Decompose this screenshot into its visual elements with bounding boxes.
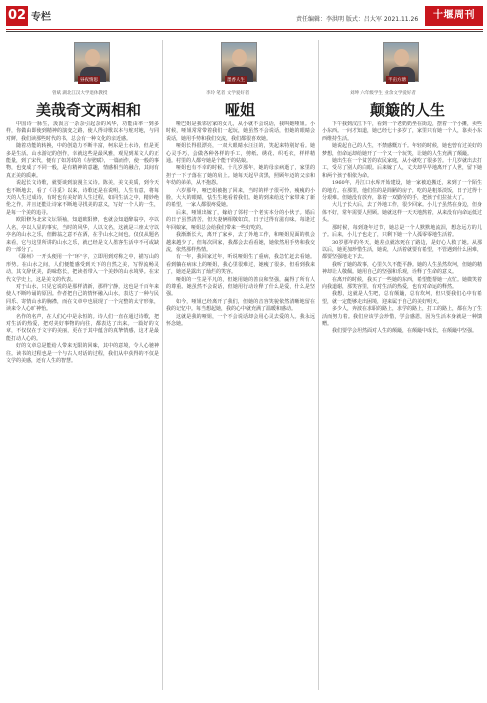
paragraph: 如今，哑姐已经离开了我们，但她的音容笑貌依然清晰地留在我的记忆中。每当想起她，我的心中就充满了温暖和感动。 <box>166 298 315 313</box>
article-body <box>322 121 482 699</box>
paragraph: 哑姐的一生是平凡的，但她用她的善良和坚强，赢得了所有人的尊重。她虽然不会说话，但她用行动诠释了什么是爱，什么是坚强。 <box>166 276 315 298</box>
paragraph: 对于山水，只见它说的是那样清新，那样宁静，这也是千百年来使人不断吟诵的原因。作者把自己的情怀融入山水，表达了一种与民同乐、寄情山水的胸襟，而在文章中也展现了一个完整的太守形象，读来令人心旷神怡。 <box>6 283 159 313</box>
paragraph: 《滁州》一开头便用一个“环”字，立即用到对称之中，描写山的形势。在山水之间，人们便能感受到天下的自然之美，写得流畅灵动，其文辞优美，韵味悠长，把读者带入一个美妙的山水境界。在宋代文学史上，这是美文的代表。 <box>6 254 159 283</box>
paragraph: 哑姐长得很漂亮，一双大眼睛水汪汪的，笑起来特别好看。她心灵手巧，会做各种各样的手工，剪纸、绣花、织毛衣，样样精通。村里的人都夸她是个能干的姑娘。 <box>166 143 315 165</box>
paragraph: 我渐渐长大，离开了家乡，去了外地工作，和哑姐见面的机会越来越少了。但每次回家，我都会去看看她，她依然用手势和我交流，依然那样热情。 <box>166 232 315 253</box>
header-divider <box>6 29 483 30</box>
paragraph: 哑姐也有不幸的时候。十几岁那年，她的母亲病逝了，家里的担子一下子落在了她的肩上。她每天起早贪黑，照顾年迈的父亲和年幼的弟弟，从不抱怨。 <box>166 165 315 187</box>
paragraph: 名作的名声，在人们心中是永恒的。诗人们一直在通过诗歌，把对生活的热爱，把对美好事物的向往，都表达了出来。一篇好的文章，不仅仅在于文字的美丽，更在于其中蕴含的真挚情感，这才是最能打动人心的。 <box>6 313 159 342</box>
paragraph: 中国诗一脉生，汲汲言一杂杂引起杂的风华，功能由率一到多样，你做由即使到精神的演变之路，使人得诗歌以本与舵对地，与同对鲜，我们读那些时代的书，总会有一种文化的亲近感。 <box>6 121 159 142</box>
editor-credits: 责任编辑：李洪明 版式：吕大军 2021.11.26 <box>296 16 419 23</box>
paragraph: 大儿子长大后，去了外地工作，很少回家。小儿子虽然在身边，但身体不好，常年需要人照顾。她就这样一天天地熬着，从来没有向命运低过头。 <box>322 202 482 224</box>
column-divider <box>318 40 319 690</box>
author-byline: 曾斌 湖北江汉大学退休教授 <box>52 91 108 96</box>
paragraph: 她说起自己的人生，不禁感慨万千。年轻的时候，她也曾有过美好的梦想，但命运却给她开了一个又一个玩笑，让她的人生充满了颠簸。 <box>322 143 482 157</box>
paragraph: 在离开的时候，我买了一些她的东西，希望能帮她一点忙。她微笑着向我道谢，那笑容里，有对生活的热爱，也有对命运的释然。 <box>322 276 482 290</box>
paragraph: 我听了她的故事，心里久久不能平静。她的人生虽然坎坷，但她的精神却让人敬佩。她用自己的坚强和乐观，诠释了生命的意义。 <box>322 261 482 276</box>
article-title: 颠簸的人生 <box>370 101 446 119</box>
paragraph: 说起长文诗歌，就要谈到浪漫主义诗。陈美，美文美质，到今天也不断地去，看了《寻觅》以来，诗歌还是在说明，人生有意，将每天的人生过成诗，有时也有美好的人生过程，如同生活之中，精妙绝伦之作，并且还能让诗家不断地寻找美的意义，写好一个人的一生，是每一个美的追寻。 <box>6 180 159 216</box>
photo-caption: 半亩方塘 <box>388 78 406 83</box>
paragraph: 欧阳修为北宋文坛领袖，知道欧阳修，也就会知道醉翁亭，亭以人名，亭以人显的事实，当时的风华，人以文名，这就是三座太守以亭名的山水之乐，但醉翁之意不在酒，在乎山水之间也。仅仅从题名来看，它与这里所讲的山水之乐，就已经是文人墨客生活中不可或缺的一部分了。 <box>6 217 159 253</box>
paragraph: 好的文章总是能给人带来无限的回味，其中的意境，令人心驰神往。读书的过程也是一个与古人对话的过程，我们从中获得的不仅是文学的美感，还有人生的智慧。 <box>6 343 159 364</box>
page-header <box>0 0 487 30</box>
paragraph: 这就是我的哑姐，一个不会说话却会用心灵去爱的人。我永远怀念她。 <box>166 313 315 327</box>
paragraph: 有一年，我回家过年，听说哑姐生了重病，我急忙赶去看她。看到躺在病床上的哑姐，我心里很难过，她瘦了很多，但看到我来了，她还是露出了灿烂的笑容。 <box>166 254 315 276</box>
paragraph: 她出生在一个贫苦的农民家庭，从小就吃了很多苦。十几岁就出去打工，受尽了别人的白眼。后来嫁了人，丈夫却早早地离开了人世，留下她和两个孩子相依为命。 <box>322 158 482 179</box>
paragraph: 我们要学会坦然面对人生的颠簸，在颠簸中成长，在颠簸中坚强。 <box>332 328 478 335</box>
header-divider-thin <box>6 31 483 32</box>
photo-caption: 墨香人生 <box>227 78 245 83</box>
author-byline: 刘坤 六年级学生 业余文学爱好者 <box>350 91 416 96</box>
paragraph: 30岁那年的冬天，她差点就冻死在了路边，是好心人救了她。从那以后，她更加珍惜生活，她说，人活着就要有希望，不管遇到什么困难，都要坚强地走下去。 <box>322 239 482 261</box>
photo-caption: 昼夜情思 <box>80 78 98 83</box>
paragraph: 1960年，丹江口水库开始建设，她一家被迫搬迁，来到了一个陌生的地方。在那里，他们住的是简陋的房子，吃的是粗茶淡饭，日子过得十分艰难。但她没有放弃，靠着一双勤劳的手，把孩子们拉扯大了。 <box>322 180 482 202</box>
paragraph: 那时候，每到逢年过节，她总是一个人默默地流泪，想念远方的儿子。后来，小儿子也走了，只剩下她一个人孤零零地生活着。 <box>322 224 482 239</box>
column-divider <box>162 40 163 690</box>
paragraph: 六岁那年，哑巴姐被抱了回来，当时的样子很可怜，瘦瘦的小脸，大大的眼睛，怯生生地看着我们。她的到来给这个家带来了新的希望，一家人都很疼爱她。 <box>166 187 315 209</box>
article-body <box>6 121 159 699</box>
paragraph: 哑巴姐是我邻居家的女儿，从小就不会说话，我叫她哑姐。小时候，哑姐常常带着我们一起玩，她虽然不会说话，但她的眼睛会说话，她用手势和我们交流，我们都很喜欢她。 <box>166 121 315 142</box>
paragraph: 随着功能的转换，中的创造力不断丰富，柯东是土水诗，但是更多是生活。山水游记的创作，幸就这些是最风雅，观见到某文人的正能量，到了宋代，便有了如苏轼的《赤壁赋》，一篇而作，使一般的事物，也变成了不同一般，是有精神的意趣，情感相当的融合，其间有真正美的质素。 <box>6 143 159 179</box>
paragraph: 多少人，奔波在求职的路上，求学的路上，打工的路上，都在为了生活而努力着。我们应该学会珍惜，学会感恩，因为生活本身就是一种馈赠。 <box>322 306 482 327</box>
article-title: 哑姐 <box>225 101 256 119</box>
paragraph: 后来，哑姐出嫁了，嫁给了邻村一个老实本分的小伙子。婚后的日子虽然清苦，但夫妻俩相敬如宾，日子过得有滋有味。每逢过年回娘家，哑姐总会给我们带来一些好吃的。 <box>166 209 315 231</box>
author-byline: 李玲 笔者 文学爱好者 <box>206 91 250 96</box>
article-body <box>166 121 315 699</box>
paragraph: 我想，这就是人生吧，总有颠簸，总有坎坷，但只要我们心中有希望，就一定能够走出困境，迎来属于自己的美好明天。 <box>322 291 482 305</box>
masthead-logo: 十堰周刊 <box>425 6 483 26</box>
page-number: 02 <box>6 6 28 26</box>
section-name: 专栏 <box>31 12 51 23</box>
article-title: 美哉奇文两相和 <box>36 101 142 119</box>
paragraph: 下午我到汉江下午，看到一个老奶奶坐在街边，摆着一个小摊，卖些小东西。一问才知道，她已经七十多岁了，家里只有她一个人，靠卖小东西维持生活。 <box>322 121 482 142</box>
